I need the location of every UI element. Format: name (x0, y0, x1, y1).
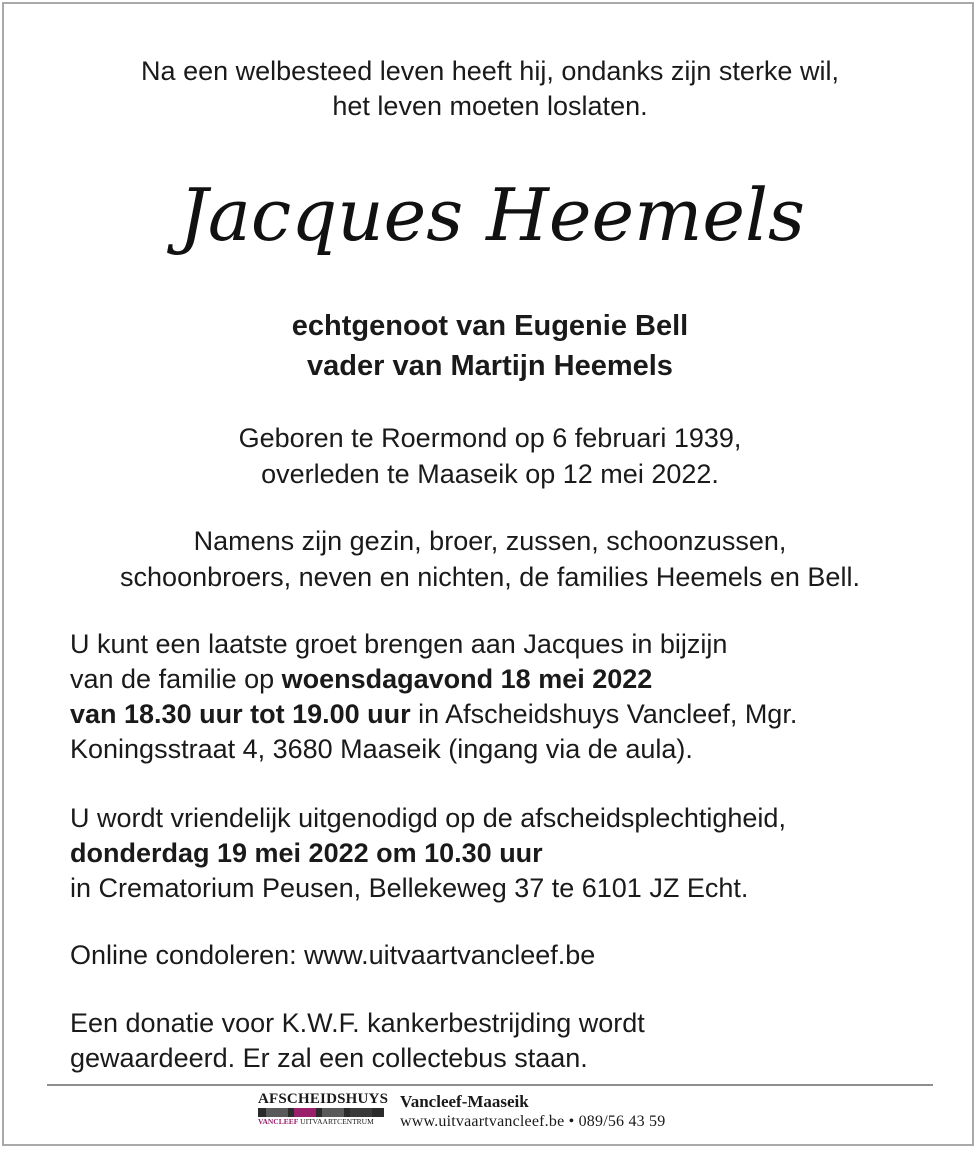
visitation-line-4: Koningsstraat 4, 3680 Maaseik (ingang via de aula). (70, 734, 693, 764)
phone-number: 089/56 43 59 (578, 1113, 666, 1130)
logo-bar-segment (266, 1108, 288, 1117)
visitation-prefix: van de familie op (70, 664, 282, 694)
logo-bar-segment (322, 1108, 344, 1117)
family-mention (0, 523, 980, 595)
ceremony-line-3: in Crematorium Peusen, Bellekeweg 37 te 6101 JZ Echt. (70, 873, 749, 903)
intro-line-2: het leven moeten loslaten. (332, 91, 648, 121)
ceremony-datetime: donderdag 19 mei 2022 om 10.30 uur (70, 838, 543, 868)
birth-death-dates (0, 420, 980, 492)
online-condolences (70, 938, 930, 973)
deceased-name (0, 166, 980, 306)
donation-info (70, 1006, 930, 1076)
family-line-1: Namens zijn gezin, broer, zussen, schoonzussen, (193, 526, 787, 556)
visitation-info (70, 627, 930, 767)
logo-bar (258, 1108, 384, 1117)
logo-bar-segment (350, 1108, 372, 1117)
online-text: Online condoleren: www.uitvaartvancleef.be (70, 940, 596, 970)
donation-line-2: gewaardeerd. Er zal een collectebus staan. (70, 1043, 588, 1073)
contact-line (400, 1111, 665, 1133)
visitation-line-2 (70, 662, 930, 697)
separator-bullet: • (568, 1113, 575, 1130)
ceremony-line-1: U wordt vriendelijk uitgenodigd op de afscheidsplechtigheid, (70, 803, 786, 833)
ceremony-info (70, 801, 930, 906)
relations (0, 306, 980, 386)
company-name: Vancleef-Maaseik (400, 1092, 529, 1111)
visitation-line-3 (70, 697, 930, 732)
name-script: Jacques Heemels (179, 173, 805, 257)
footer-divider (47, 1084, 933, 1086)
intro-text (0, 54, 980, 124)
visitation-date: woensdagavond 18 mei 2022 (281, 664, 653, 694)
logo-bar-segment-accent (294, 1108, 316, 1117)
footer-contact (400, 1092, 665, 1133)
visitation-location: in Afscheidshuys Vancleef, Mgr. (410, 699, 798, 729)
birth-line: Geboren te Roermond op 6 februari 1939, (238, 423, 742, 453)
logo-subtitle (258, 1117, 384, 1127)
relation-child: vader van Martijn Heemels (307, 350, 673, 382)
logo-sub-text: UITVAARTCENTRUM (300, 1117, 374, 1126)
afscheidshuys-logo (258, 1091, 389, 1130)
visitation-line-1: U kunt een laatste groet brengen aan Jacques in bijzijn (70, 629, 728, 659)
donation-line-1: Een donatie voor K.W.F. kankerbestrijding wordt (70, 1008, 645, 1038)
logo-brand: VANCLEEF (258, 1117, 299, 1126)
relation-spouse: echtgenoot van Eugenie Bell (291, 310, 689, 342)
family-line-2: schoonbroers, neven en nichten, de families Heemels en Bell. (120, 562, 860, 592)
ceremony-line-2 (70, 836, 930, 871)
intro-line-1: Na een welbesteed leven heeft hij, ondanks zijn sterke wil, (141, 56, 839, 86)
logo-title: AFSCHEIDSHUYS (258, 1091, 389, 1107)
website-link[interactable]: www.uitvaartvancleef.be (400, 1113, 565, 1130)
visitation-time: van 18.30 uur tot 19.00 uur (70, 699, 411, 729)
name-script-svg (179, 166, 805, 306)
death-line: overleden te Maaseik op 12 mei 2022. (261, 459, 719, 489)
